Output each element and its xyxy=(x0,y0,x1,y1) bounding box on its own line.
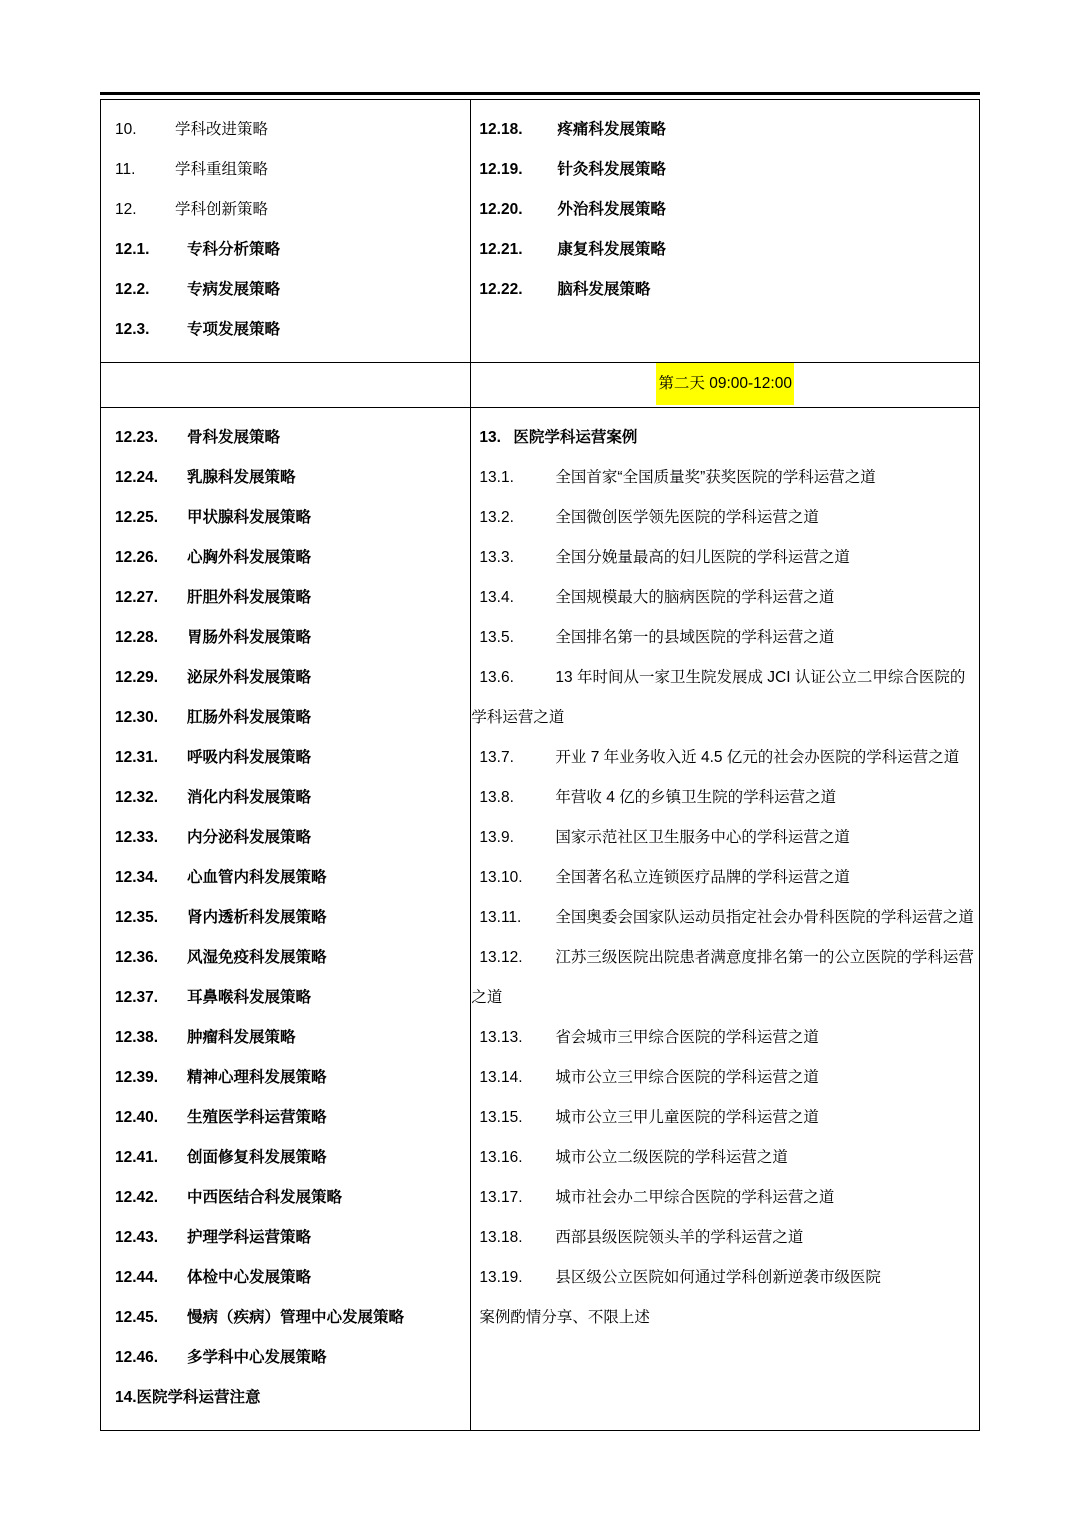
list-item: 12.42. 中西医结合科发展策略 xyxy=(115,1189,343,1206)
list-item: 13.10. 全国著名私立连锁医疗品牌的学科运营之道 xyxy=(479,869,850,886)
list-item: 10. 学科改进策略 xyxy=(115,121,269,138)
list-item: 12.44. 体检中心发展策略 xyxy=(115,1269,312,1286)
header-rule xyxy=(100,92,980,95)
table-row xyxy=(101,100,980,363)
list-item: 13.3. 全国分娩量最高的妇儿医院的学科运营之道 xyxy=(479,549,850,566)
list-item: 12.23. 骨科发展策略 xyxy=(115,429,281,446)
main-left-cell xyxy=(101,408,471,1431)
list-item: 12.24. 乳腺科发展策略 xyxy=(115,469,296,486)
list-item: 12.22. 脑科发展策略 xyxy=(479,281,651,298)
table-row xyxy=(101,408,980,1431)
list-item: 13.8. 年营收 4 亿的乡镇卫生院的学科运营之道 xyxy=(479,789,837,806)
list-item: 12.41. 创面修复科发展策略 xyxy=(115,1149,327,1166)
list-item: 13.5. 全国排名第一的县域医院的学科运营之道 xyxy=(479,629,835,646)
list-item: 12.27. 肝胆外科发展策略 xyxy=(115,589,312,606)
list-item: 13.17. 城市社会办二甲综合医院的学科运营之道 xyxy=(479,1189,835,1206)
list-item: 12. 学科创新策略 xyxy=(115,201,269,218)
list-item: 12.29. 泌尿外科发展策略 xyxy=(115,669,312,686)
list-item: 12.40. 生殖医学科运营策略 xyxy=(115,1109,327,1126)
left-footer-text: 14.医院学科运营注意 xyxy=(115,1389,261,1406)
list-item: 13.1. 全国首家“全国质量奖”获奖医院的学科运营之道 xyxy=(479,469,876,486)
list-item: 12.19. 针灸科发展策略 xyxy=(479,161,666,178)
day-banner-row xyxy=(101,363,980,408)
list-item: 12.31. 呼吸内科发展策略 xyxy=(115,749,312,766)
list-item: 12.20. 外治科发展策略 xyxy=(479,201,666,218)
list-item: 12.2. 专病发展策略 xyxy=(115,281,281,298)
list-item: 13.19. 县区级公立医院如何通过学科创新逆袭市级医院 xyxy=(479,1269,881,1286)
list-item: 13.2. 全国微创医学领先医院的学科运营之道 xyxy=(479,509,819,526)
day-banner-text: 第二天 09:00-12:00 xyxy=(656,363,794,405)
list-item: 13.12. 江苏三级医院出院患者满意度排名第一的公立医院的学科运营之道 xyxy=(471,949,974,1006)
list-item: 12.32. 消化内科发展策略 xyxy=(115,789,312,806)
list-item: 13.15. 城市公立三甲儿童医院的学科运营之道 xyxy=(479,1109,819,1126)
section-heading: 13. 医院学科运营案例 xyxy=(479,429,638,446)
top-left-cell xyxy=(101,100,471,363)
right-footer-text: 案例酌情分享、不限上述 xyxy=(479,1309,650,1326)
main-right-cell xyxy=(471,408,980,1431)
list-item: 12.36. 风湿免疫科发展策略 xyxy=(115,949,327,966)
list-item: 13.7. 开业 7 年业务收入近 4.5 亿元的社会办医院的学科运营之道 xyxy=(479,749,960,766)
list-item: 12.26. 心胸外科发展策略 xyxy=(115,549,312,566)
list-item: 12.33. 内分泌科发展策略 xyxy=(115,829,312,846)
list-item: 13.13. 省会城市三甲综合医院的学科运营之道 xyxy=(479,1029,819,1046)
list-item: 12.38. 肿瘤科发展策略 xyxy=(115,1029,296,1046)
list-item: 12.25. 甲状腺科发展策略 xyxy=(115,509,312,526)
list-item: 12.21. 康复科发展策略 xyxy=(479,241,666,258)
list-item: 12.45. 慢病（疾病）管理中心发展策略 xyxy=(115,1309,405,1326)
list-item: 12.1. 专科分析策略 xyxy=(115,241,281,258)
list-item: 13.16. 城市公立二级医院的学科运营之道 xyxy=(479,1149,788,1166)
list-item: 12.46. 多学科中心发展策略 xyxy=(115,1349,327,1366)
banner-empty-cell xyxy=(101,363,471,408)
list-item: 12.37. 耳鼻喉科发展策略 xyxy=(115,989,312,1006)
list-item: 12.39. 精神心理科发展策略 xyxy=(115,1069,327,1086)
course-outline-table xyxy=(100,99,980,1431)
list-item: 12.35. 肾内透析科发展策略 xyxy=(115,909,327,926)
banner-cell xyxy=(471,363,980,408)
list-item: 13.11. 全国奥委会国家队运动员指定社会办骨科医院的学科运营之道 xyxy=(479,909,974,926)
list-item: 12.28. 胃肠外科发展策略 xyxy=(115,629,312,646)
top-right-cell xyxy=(471,100,980,363)
list-item: 13.9. 国家示范社区卫生服务中心的学科运营之道 xyxy=(479,829,850,846)
list-item: 12.43. 护理学科运营策略 xyxy=(115,1229,312,1246)
list-item: 12.30. 肛肠外科发展策略 xyxy=(115,709,312,726)
list-item: 13.18. 西部县级医院领头羊的学科运营之道 xyxy=(479,1229,804,1246)
list-item: 13.6. 13 年时间从一家卫生院发展成 JCI 认证公立二甲综合医院的学科运营之道 xyxy=(471,669,966,726)
list-item: 13.14. 城市公立三甲综合医院的学科运营之道 xyxy=(479,1069,819,1086)
list-item: 12.18. 疼痛科发展策略 xyxy=(479,121,666,138)
list-item: 12.34. 心血管内科发展策略 xyxy=(115,869,327,886)
list-item: 11. 学科重组策略 xyxy=(115,161,269,178)
list-item: 13.4. 全国规模最大的脑病医院的学科运营之道 xyxy=(479,589,835,606)
list-item: 12.3. 专项发展策略 xyxy=(115,321,281,338)
